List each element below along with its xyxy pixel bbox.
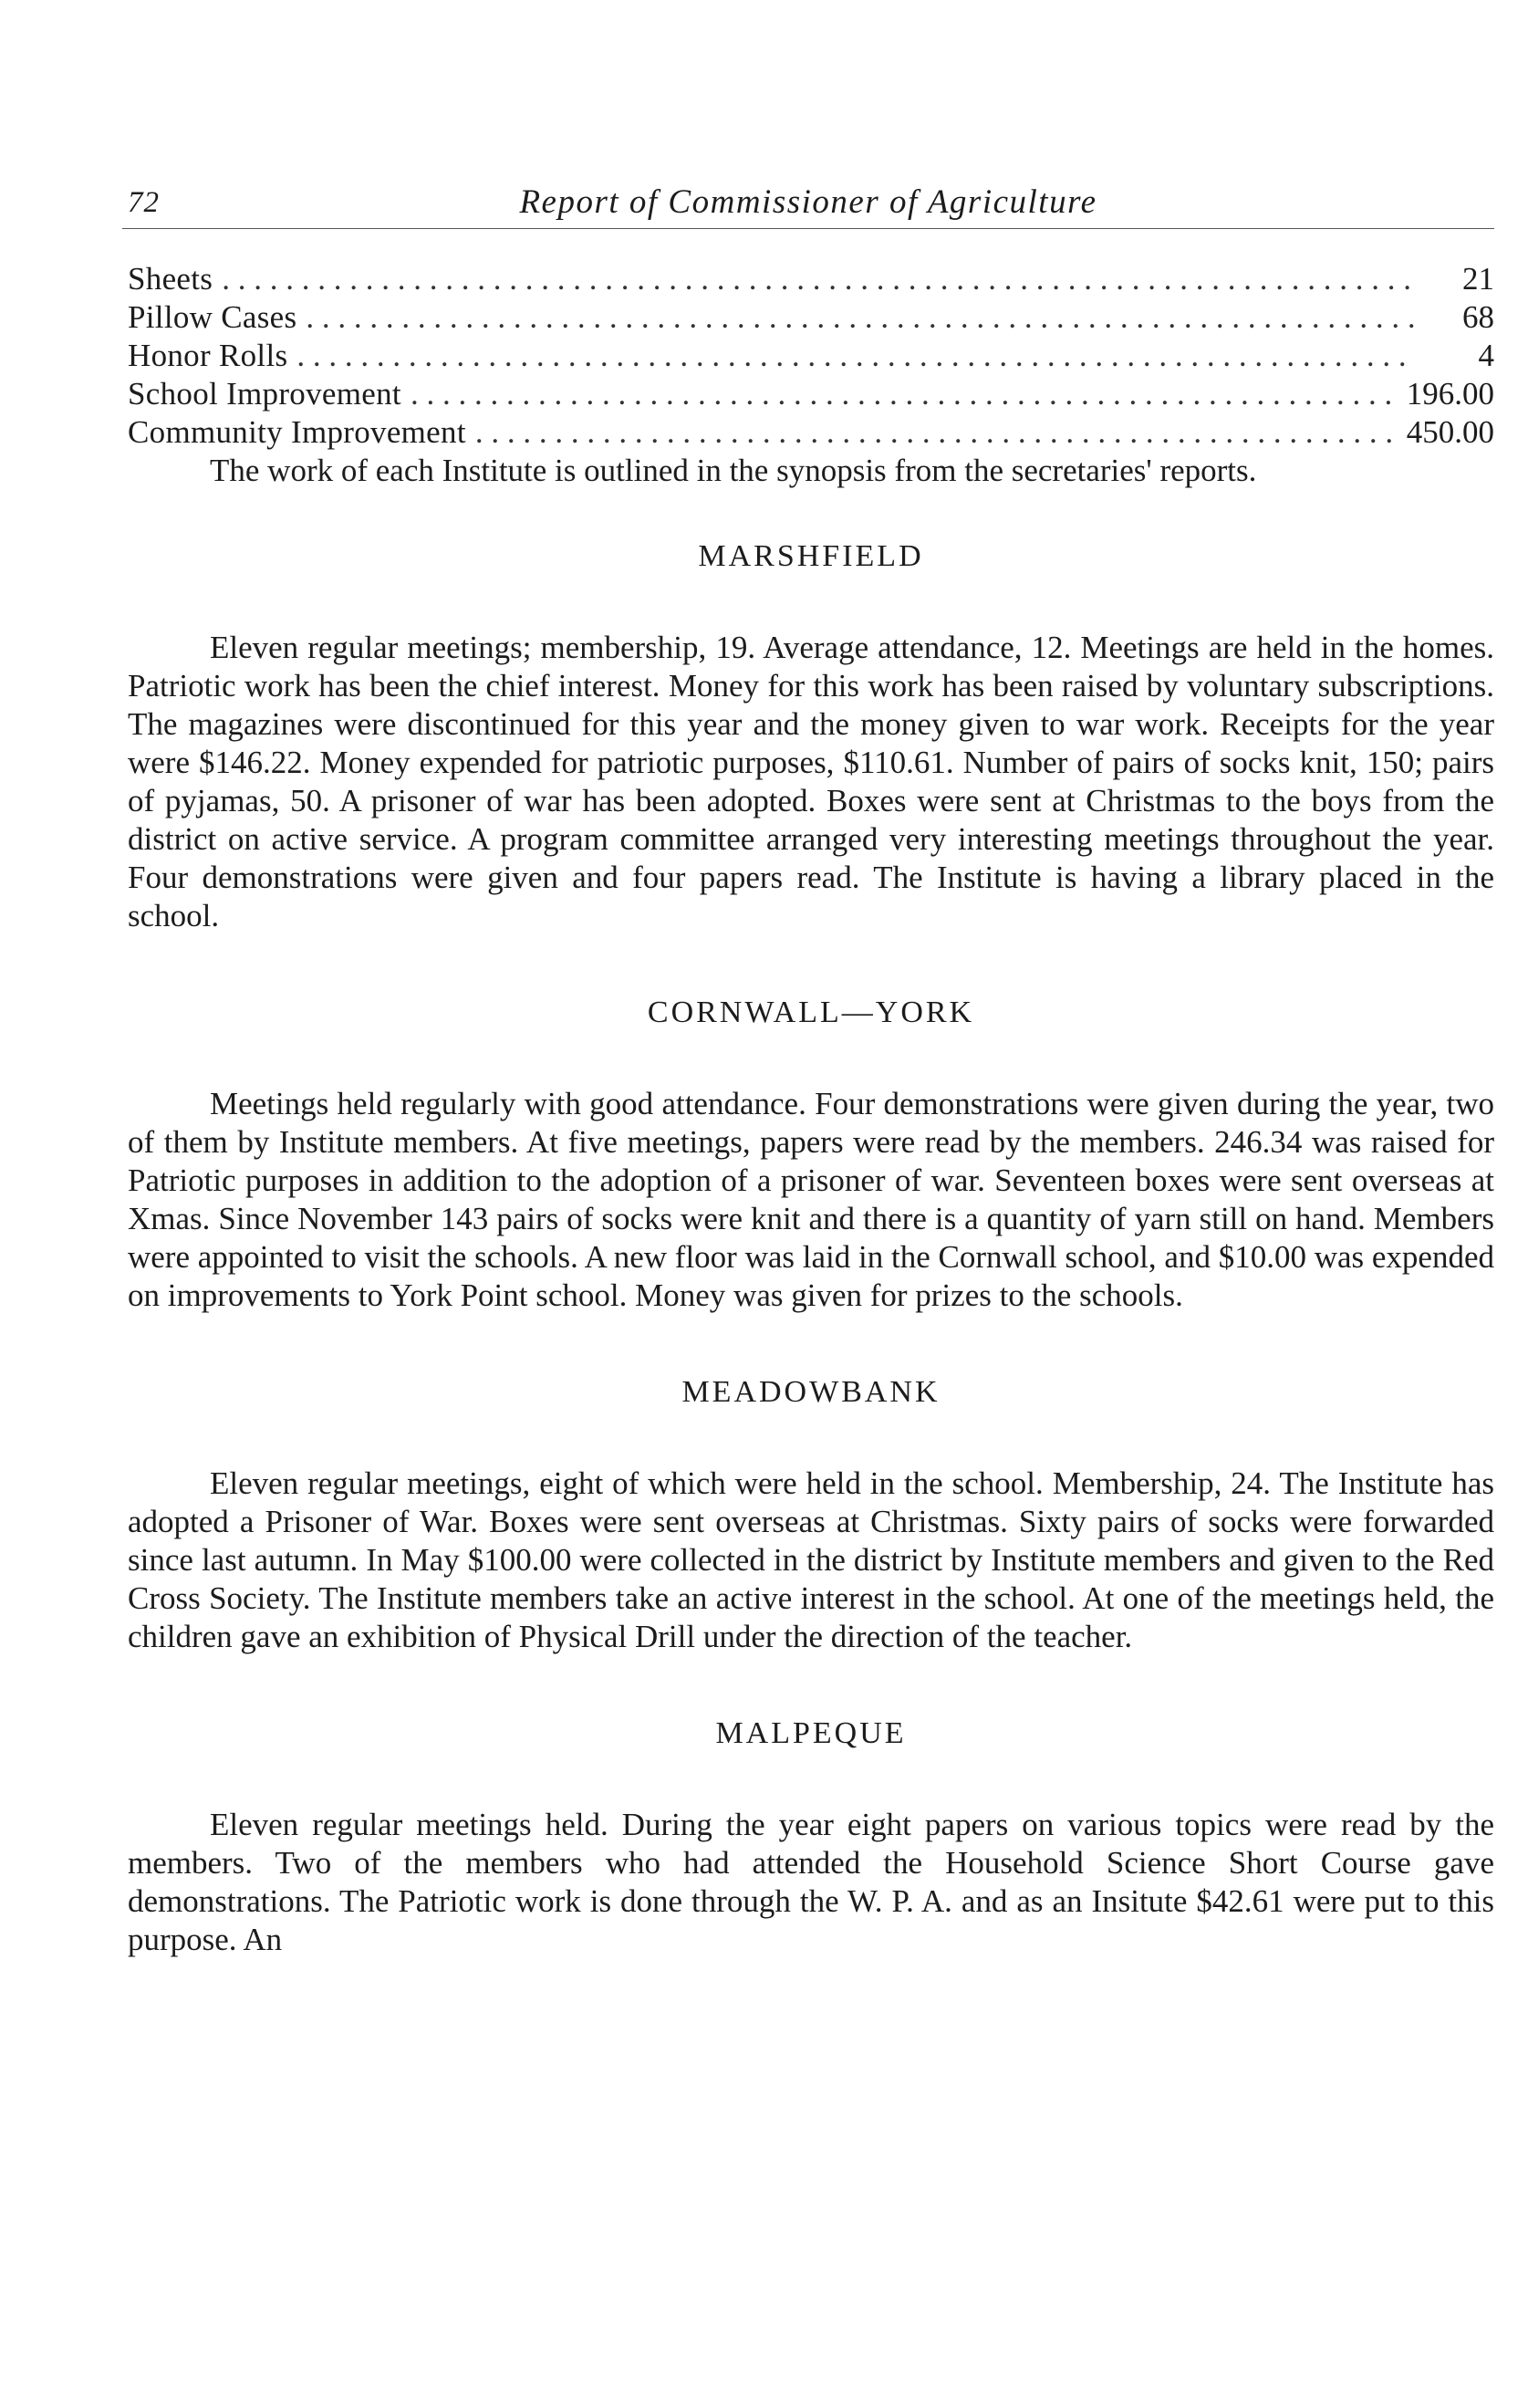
dot-leader <box>411 375 1398 413</box>
section-paragraph-cornwall-york: Meetings held regularly with good attendance. Four demonstrations were given during the year, two of them by Institute members. At five meetings, papers were read by the members. 246.34 was raised for Patriotic purposes in addition to the adoption of a prisoner of war. Seventeen boxes were sent overseas at Xmas. Since November 143 pairs of socks were knit and there is a quantity of yarn still on hand. Members were appointed to visit the schools. A new floor was laid in the Cornwall school, and $10.00 was expended on improvements to York Point school. Money was given for prizes to the schools. <box>128 1086 1494 1313</box>
running-title: Report of Commissioner of Agriculture <box>519 183 1097 221</box>
section-heading-malpeque: MALPEQUE <box>715 1716 907 1750</box>
item-value: 4 <box>1478 338 1494 373</box>
list-item <box>128 337 1494 375</box>
item-label: Community Improvement <box>128 414 466 450</box>
intro-paragraph: The work of each Institute is outlined in the synopsis from the secretaries' reports. <box>210 453 1257 488</box>
list-item <box>128 375 1494 413</box>
supplies-list <box>128 260 1494 452</box>
item-label: School Improvement <box>128 376 401 412</box>
list-item <box>128 260 1494 298</box>
item-label: Pillow Cases <box>128 299 297 335</box>
list-item <box>128 413 1494 452</box>
running-header <box>122 173 1494 229</box>
item-label: Sheets <box>128 261 213 297</box>
section-paragraph-meadowbank: Eleven regular meetings, eight of which were held in the school. Membership, 24. The Institute has adopted a Prisoner of War. Boxes were sent overseas at Christmas. Sixty pairs of socks were forwarded since last autumn. In May $100.00 were collected in the district by Institute members and given to the Red Cross Society. The Institute members take an active interest in the school. At one of the meetings held, the children gave an exhibition of Physical Drill under the direction of the teacher. <box>128 1465 1494 1654</box>
item-value: 196.00 <box>1406 376 1494 412</box>
section-paragraph-marshfield: Eleven regular meetings; membership, 19. Average attendance, 12. Meetings are held in the homes. Patriotic work has been the chief interest. Money for this work has been raised by voluntary subscriptions. The magazines were discontinued for this year and the money given to war work. Receipts for the year were $146.22. Money expended for patriotic purposes, $110.61. Number of pairs of socks knit, 150; pairs of pyjamas, 50. A prisoner of war has been adopted. Boxes were sent at Christmas to the boys from the district on active service. A program committee arranged very interesting meetings throughout the year. Four demonstrations were given and four papers read. The Institute is having a library placed in the school. <box>128 630 1494 933</box>
section-heading-cornwall-york: CORNWALL—YORK <box>647 996 975 1029</box>
page <box>128 173 1494 1959</box>
section-heading-marshfield: MARSHFIELD <box>698 539 924 573</box>
item-value: 21 <box>1462 261 1494 297</box>
item-label: Honor Rolls <box>128 338 288 373</box>
section-heading-meadowbank: MEADOWBANK <box>681 1375 941 1409</box>
dot-leader <box>306 298 1416 337</box>
item-value: 68 <box>1462 299 1494 335</box>
section-paragraph-malpeque: Eleven regular meetings held. During the year eight papers on various topics were read by the members. Two of the members who had attended the Household Science Short Course gave demonstrations. The Patriotic work is done through the W. P. A. and as an Insitute $42.61 were put to this purpose. An <box>128 1807 1494 1957</box>
list-item <box>128 298 1494 337</box>
dot-leader <box>296 337 1416 375</box>
item-value: 450.00 <box>1406 414 1494 450</box>
dot-leader <box>475 413 1398 452</box>
page-number: 72 <box>128 186 160 219</box>
dot-leader <box>222 260 1416 298</box>
